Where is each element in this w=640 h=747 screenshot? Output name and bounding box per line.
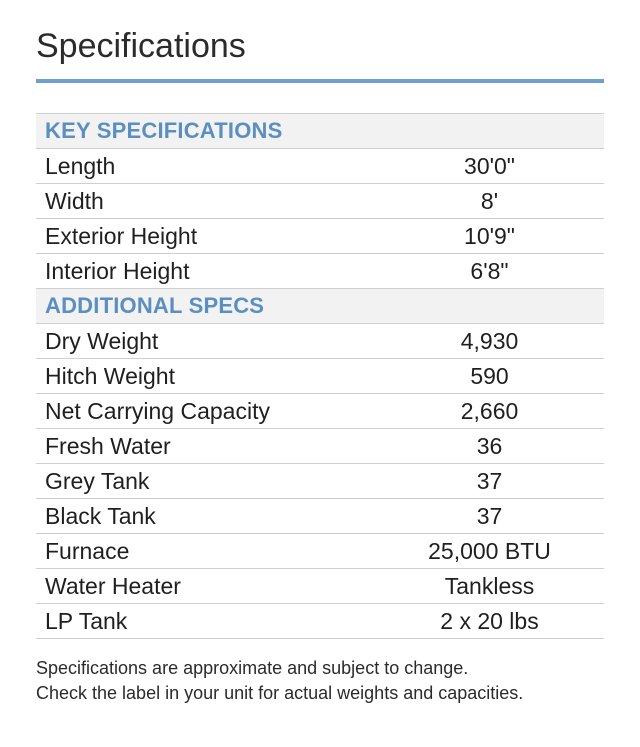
spec-row-dry-weight — [36, 324, 604, 359]
spec-label: Hitch Weight — [36, 359, 375, 394]
section-heading: ADDITIONAL SPECS — [36, 289, 604, 324]
spec-value: 6'8" — [375, 254, 604, 289]
spec-value: 25,000 BTU — [375, 534, 604, 569]
spec-value: 37 — [375, 464, 604, 499]
spec-row-hitch-weight — [36, 359, 604, 394]
spec-row-black-tank — [36, 499, 604, 534]
spec-row-net-carrying-capacity — [36, 394, 604, 429]
footnote-line: Specifications are approximate and subject to change. — [36, 658, 469, 678]
spec-value: Tankless — [375, 569, 604, 604]
spec-label: LP Tank — [36, 604, 375, 639]
section-header-additional-specs — [36, 289, 604, 324]
spec-row-lp-tank — [36, 604, 604, 639]
spec-label: Width — [36, 184, 375, 219]
spec-label: Grey Tank — [36, 464, 375, 499]
page-title: Specifications — [36, 27, 246, 65]
spec-label: Black Tank — [36, 499, 375, 534]
spec-row-exterior-height — [36, 219, 604, 254]
spec-label: Furnace — [36, 534, 375, 569]
spec-value: 2,660 — [375, 394, 604, 429]
spec-value: 4,930 — [375, 324, 604, 359]
title-divider — [36, 79, 604, 83]
section-header-key-specifications — [36, 114, 604, 149]
spec-row-fresh-water — [36, 429, 604, 464]
spec-row-length — [36, 149, 604, 184]
spec-row-furnace — [36, 534, 604, 569]
spec-label: Interior Height — [36, 254, 375, 289]
footnote-line: Check the label in your unit for actual weights and capacities. — [36, 683, 524, 703]
spec-label: Water Heater — [36, 569, 375, 604]
spec-row-width — [36, 184, 604, 219]
spec-label: Net Carrying Capacity — [36, 394, 375, 429]
spec-label: Exterior Height — [36, 219, 375, 254]
specifications-table — [36, 113, 604, 639]
spec-value: 36 — [375, 429, 604, 464]
spec-label: Fresh Water — [36, 429, 375, 464]
spec-value: 8' — [375, 184, 604, 219]
spec-row-interior-height — [36, 254, 604, 289]
spec-label: Length — [36, 149, 375, 184]
section-heading: KEY SPECIFICATIONS — [36, 114, 604, 149]
spec-label: Dry Weight — [36, 324, 375, 359]
spec-value: 2 x 20 lbs — [375, 604, 604, 639]
spec-value: 10'9" — [375, 219, 604, 254]
spec-value: 37 — [375, 499, 604, 534]
spec-row-water-heater — [36, 569, 604, 604]
spec-row-grey-tank — [36, 464, 604, 499]
spec-value: 30'0" — [375, 149, 604, 184]
disclaimer-footnote — [36, 656, 616, 706]
spec-value: 590 — [375, 359, 604, 394]
